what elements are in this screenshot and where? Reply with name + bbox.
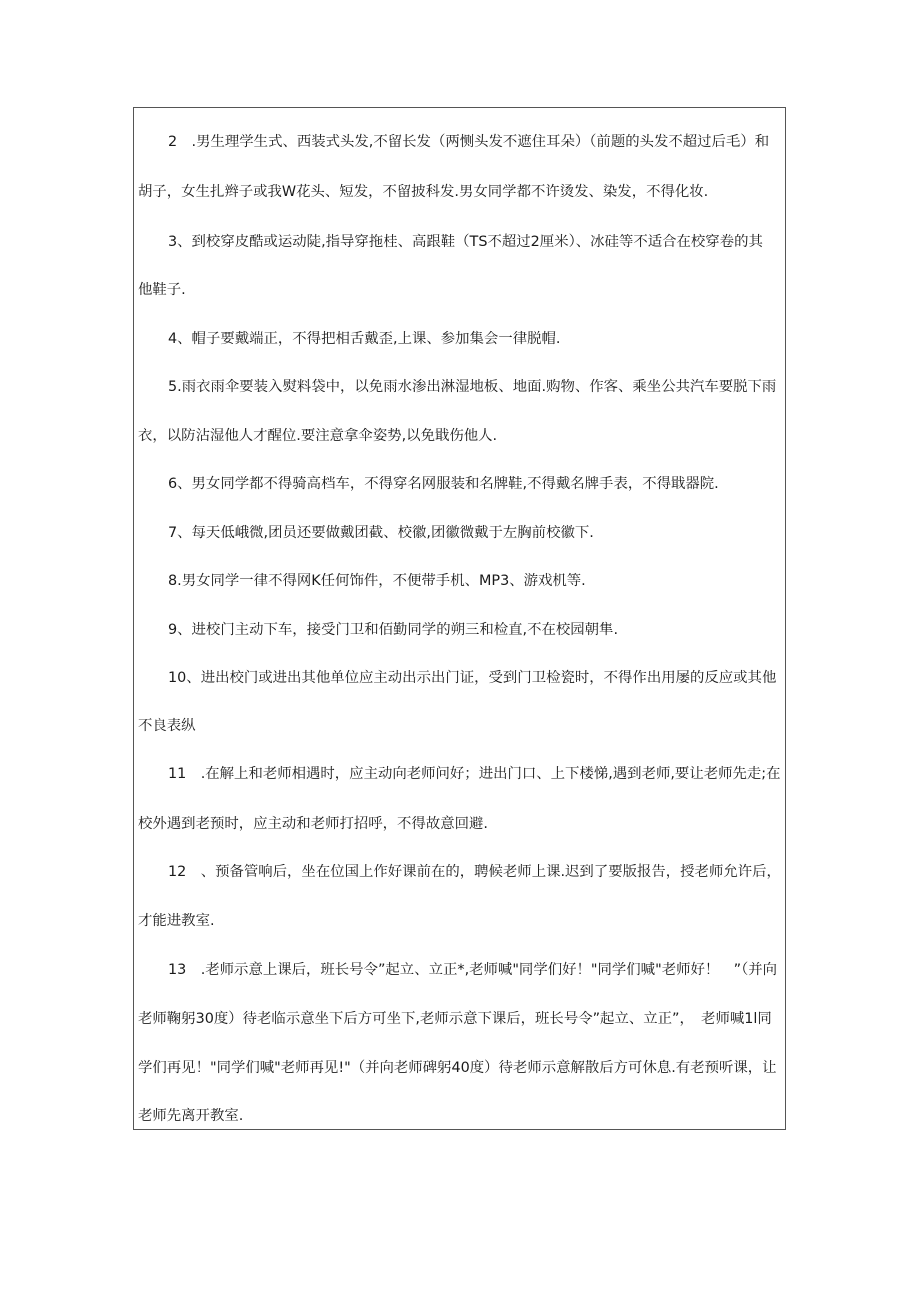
rule-2-line-2: 胡子，女生扎辫子或我W花头、短发，不留披科发.男女同学都不许烫发、染发，不得化妆. <box>138 184 709 200</box>
rule-10-line-2: 不良表纵 <box>138 718 196 734</box>
rule-13-line-4: 老师先离开教室. <box>138 1108 244 1124</box>
rule-8-line-1: 8.男女同学一律不得网K任何饰件，不便带手机、MP3、游戏机等. <box>168 573 586 589</box>
rule-4-line-1: 4、帽子要戴端正，不得把相舌戴歪,上课、参加集会一律脱帽. <box>168 331 561 347</box>
rule-12-line-1: 12 、预备管响后，坐在位国上作好课前在的，聘候老师上课.迟到了要版报告，授老师允许后， <box>168 864 781 880</box>
rule-3-line-2: 他鞋子. <box>138 282 186 298</box>
rule-10-line-1: 10、进出校门或进出其他单位应主动出示出门证，受到门卫检瓷时，不得作出用屡的反应或其他 <box>168 670 777 686</box>
rule-5-line-1: 5.雨衣雨伞要装入熨料袋中，以免雨水渗出淋湿地板、地面.购物、作客、乘坐公共汽车要脱下雨 <box>168 379 777 395</box>
rule-11-line-1: 11 .在解上和老师相遇时，应主动向老师问好；进出门口、上下楼悌,遇到老师,要让老师先走;在 <box>168 766 781 782</box>
rule-13-line-3: 学们再见！"同学们喊"老师再见!"（并向老师碑躬40度）待老师示意解散后方可休息.有老预听课，让 <box>138 1060 777 1076</box>
rule-11-line-2: 校外遇到老预时，应主动和老师打招呼，不得故意回避. <box>138 816 488 832</box>
rule-13-line-2: 老师鞠躬30度）待老临示意坐下后方可坐下,老师示意下课后，班长号令”起立、立正”， 老师喊1l同 <box>138 1011 772 1027</box>
rule-3-line-1: 3、到校穿皮酷或运动陡,指导穿拖桂、高跟鞋（TS不超过2厘米）、冰硅等不适合在校穿卷的其 <box>168 234 763 250</box>
rule-5-line-2: 衣，以防沾湿他人才醒位.要注意拿伞姿势,以免戢伤他人. <box>138 428 498 444</box>
document-frame <box>133 107 786 1130</box>
rule-6-line-1: 6、男女同学都不得骑高档车，不得穿名网服装和名牌鞋,不得戴名牌手表，不得戢器院. <box>168 476 719 492</box>
rule-13-line-1: 13 .老师示意上课后，班长号令”起立、立正*,老师喊"同学们好！"同学们喊"老师好！ ”（并向 <box>168 962 778 978</box>
rule-9-line-1: 9、进校门主动下车，接受门卫和佰勤同学的朔三和检直,不在校园朝隼. <box>168 622 619 638</box>
rule-2-line-1: 2 .男生理学生式、西装式头发,不留长发（两恻头发不遮住耳朵）（前题的头发不超过后毛）和 <box>168 134 770 150</box>
rule-12-line-2: 才能进教室. <box>138 913 215 929</box>
rule-7-line-1: 7、每天低峨微,团员还要做戴团截、校徽,团徽微戴于左胸前校徽下. <box>168 525 594 541</box>
